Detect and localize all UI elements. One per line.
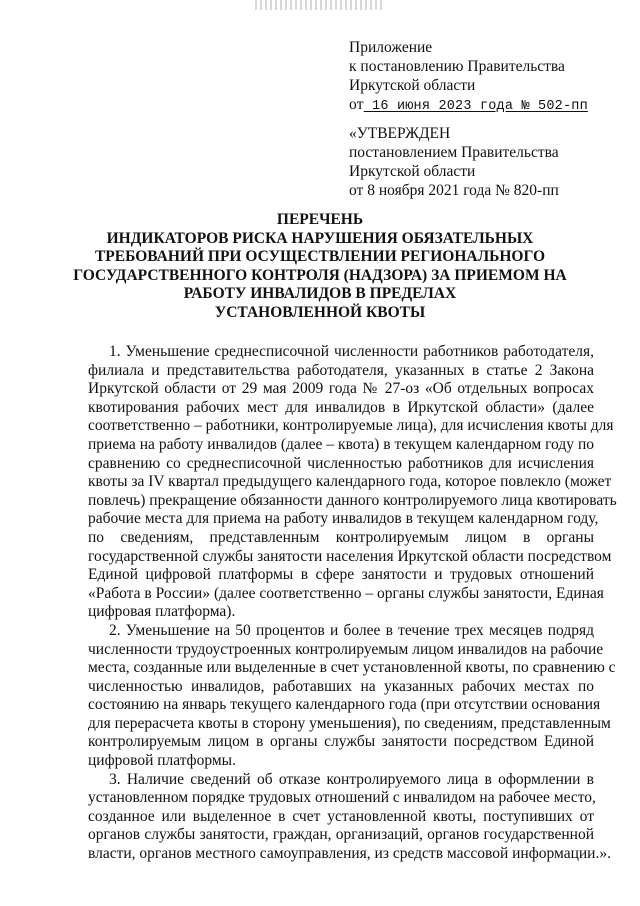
paragraph-line: созданное или выделенное в счет установленной квоты, поступивших от xyxy=(88,807,594,825)
paragraph-line: филиала и представительства работодателя, указанных в статье 2 Закона xyxy=(88,361,594,379)
title-line: ИНДИКАТОРОВ РИСКА НАРУШЕНИЯ ОБЯЗАТЕЛЬНЫХ xyxy=(106,229,534,247)
date-prefix: от xyxy=(349,96,364,113)
date-value: 16 июня 2023 года № 502-пп xyxy=(363,99,588,114)
paragraph-line: 3. Наличие сведений об отказе контролируемого лица в оформлении в xyxy=(109,770,594,788)
paragraph-line: органов службы занятости, граждан, организаций, органов государственной xyxy=(88,826,594,844)
paragraph-line: Единой цифровой платформы в сфере занятости и трудовых отношений xyxy=(88,566,594,584)
approved-line: «УТВЕРЖДЕН xyxy=(349,125,451,142)
paragraph-line: «Работа в России» (далее соответственно – органы службы занятости, Единая xyxy=(88,584,604,602)
approved-line: от 8 ноября 2021 года № 820-пп xyxy=(349,182,559,199)
paragraph-line: для перерасчета квоты в сторону уменьшения), по сведениям, представленным xyxy=(88,714,611,732)
paragraph-line: цифровая платформа). xyxy=(88,603,236,621)
paragraph-line: контролируемым лицом в органы службы занятости посредством Единой xyxy=(88,733,594,751)
paragraph-3 xyxy=(88,770,611,864)
approved-header xyxy=(349,124,619,200)
appendix-date-line xyxy=(349,95,619,116)
paragraph-2 xyxy=(88,621,616,771)
appendix-line: Приложение xyxy=(349,39,433,56)
paragraph-line: соответственно – работники, контролируемые лица), для исчисления квоты для xyxy=(88,417,614,435)
document-title xyxy=(60,211,580,323)
paragraph-line: цифровой платформы. xyxy=(88,752,236,770)
paragraph-line: квоты за IV квартал предыдущего календарного года, которое повлекло (может xyxy=(88,473,612,491)
title-line: ГОСУДАРСТВЕННОГО КОНТРОЛЯ (НАДЗОРА) ЗА ПРИЕМОМ НА xyxy=(73,266,567,284)
approved-line: Иркутской области xyxy=(349,163,476,180)
paragraph-line: состоянию на январь текущего календарного года (при отсутствии основания xyxy=(88,696,601,714)
appendix-line: Иркутской области xyxy=(349,77,476,94)
paragraph-line: численности трудоустроенных контролируемым лицом инвалидов на рабочие xyxy=(88,640,604,658)
approved-line: постановлением Правительства xyxy=(349,144,559,161)
paragraph-line: численностью инвалидов, работавших на указанных рабочих местах по xyxy=(88,677,594,695)
paragraph-line: 2. Уменьшение на 50 процентов и более в течение трех месяцев подряд xyxy=(109,621,594,639)
title-line: РАБОТУ ИНВАЛИДОВ В ПРЕДЕЛАХ xyxy=(183,285,457,303)
paragraph-line: 1. Уменьшение среднесписочной численности работников работодателя, xyxy=(109,343,594,360)
appendix-line: к постановлению Правительства xyxy=(349,58,565,75)
paragraph-line: приема на работу инвалидов (далее – квота) в текущем календарном году по xyxy=(88,435,594,453)
title-line: ТРЕБОВАНИЙ ПРИ ОСУЩЕСТВЛЕНИИ РЕГИОНАЛЬНОГО xyxy=(94,248,546,266)
paragraph-line: повлечь) прекращение обязанности данного контролируемого лица квотировать xyxy=(88,491,617,509)
paragraph-line: по сведениям, представленным контролируемым лицом в органы xyxy=(88,528,594,546)
paragraph-line: Иркутской области от 29 мая 2009 года № 27-оз «Об отдельных вопросах xyxy=(88,380,594,398)
appendix-header xyxy=(349,38,619,116)
paragraph-line: рабочие места для приема на работу инвалидов в текущем календарном году, xyxy=(88,510,599,528)
paragraph-line: сравнению со среднесписочной численностью работников для исчисления xyxy=(88,454,594,472)
document-body xyxy=(88,343,617,864)
paragraph-1 xyxy=(88,343,617,622)
title-line: УСТАНОВЛЕННОЙ КВОТЫ xyxy=(214,303,426,321)
paragraph-line: квотирования рабочих мест для инвалидов в Иркутской области» (далее xyxy=(88,398,594,416)
paragraph-line: власти, органов местного самоуправления, из средств массовой информации.». xyxy=(88,845,611,863)
paragraph-line: места, созданные или выделенные в счет установленной квоты, по сравнению с xyxy=(88,659,616,677)
paragraph-line: установленном порядке трудовых отношений с инвалидом на рабочее место, xyxy=(88,789,596,807)
scan-artifact xyxy=(255,0,385,10)
title-line: ПЕРЕЧЕНЬ xyxy=(276,211,364,228)
paragraph-line: государственной службы занятости населения Иркутской области посредством xyxy=(88,547,612,565)
